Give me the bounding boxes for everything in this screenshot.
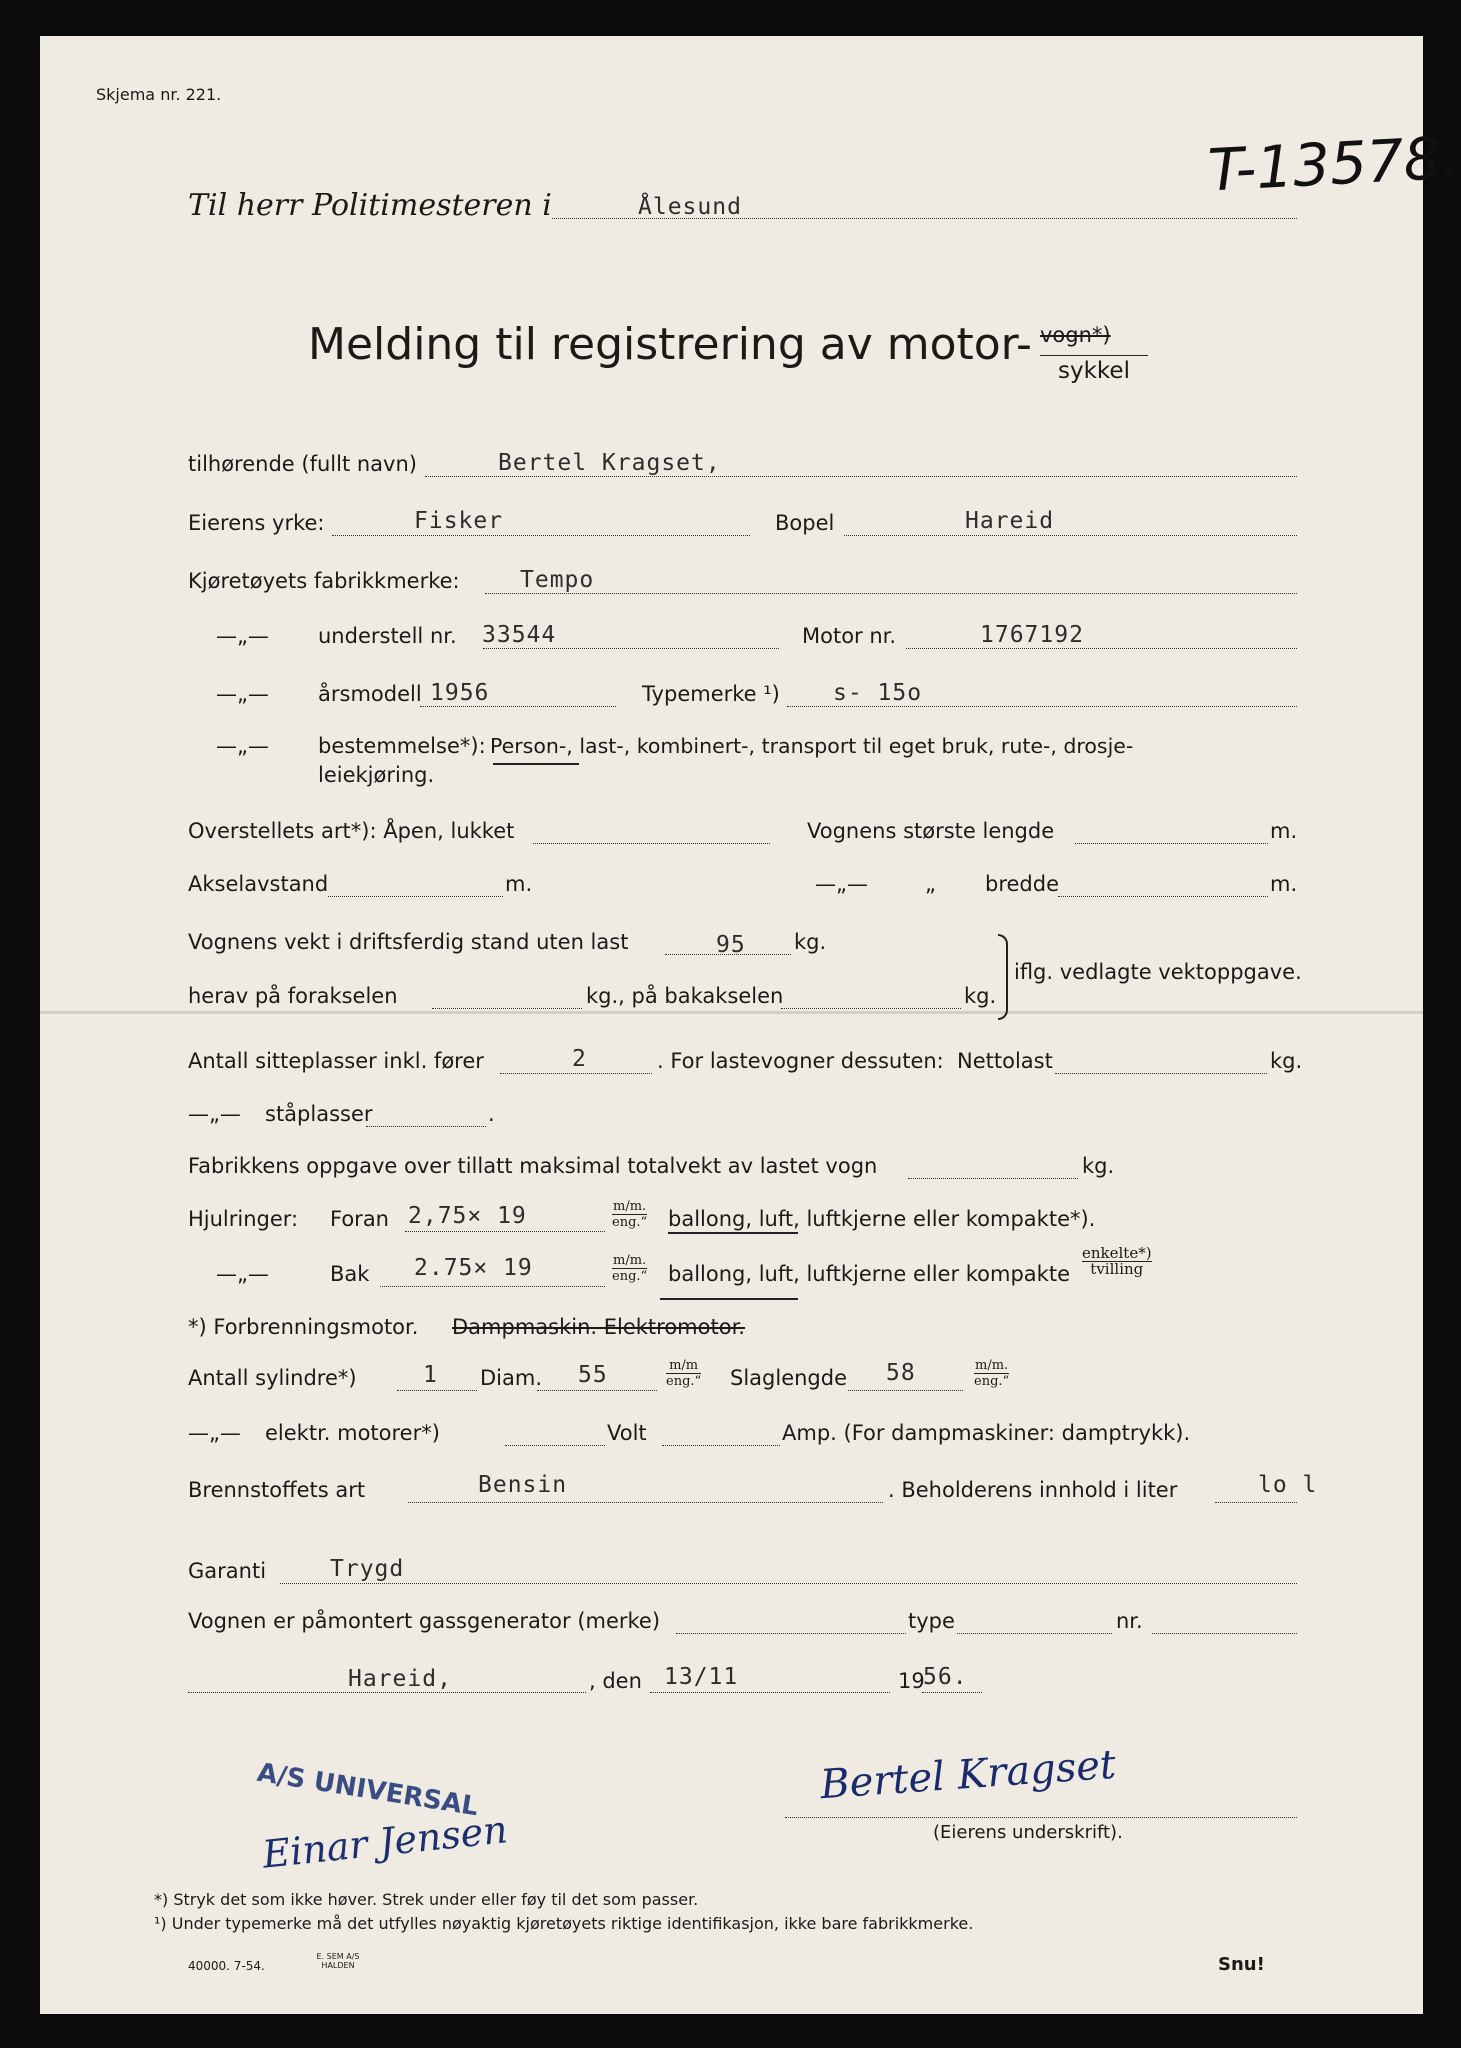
amp-label: Amp. (For dampmaskiner: damptrykk). — [782, 1421, 1191, 1445]
fuel-label: Brennstoffets art — [188, 1478, 366, 1502]
standing-period: . — [488, 1102, 495, 1126]
engine-type-struck: Dampmaskin. Elektromotor. — [452, 1315, 745, 1339]
dealer-stamp: A/S UNIVERSAL — [255, 1757, 481, 1823]
date-value: 13/11 — [664, 1664, 739, 1690]
max-weight-label: Fabrikkens oppgave over tillatt maksimal totalvekt av lastet vogn — [188, 1154, 878, 1178]
residence-value: Hareid — [965, 508, 1055, 534]
front-tire-value: 2,75× 19 — [408, 1203, 527, 1229]
owner-name-value: Bertel Kragset, — [498, 450, 721, 476]
rear-axle-label: kg., på bakakselen — [586, 984, 784, 1008]
model-year-value: 1956 — [430, 680, 490, 706]
length-unit: m. — [1270, 819, 1298, 843]
ditto-mark-7: —„— — [188, 1421, 241, 1445]
max-weight-unit: kg. — [1082, 1154, 1115, 1178]
purpose-options: Person-, last-, kombinert-, transport til eget bruk, rute-, drosje- — [490, 734, 1134, 758]
stroke-value: 58 — [886, 1360, 916, 1386]
owner-signature: Bertel Kragset — [818, 1741, 1118, 1809]
diameter-unit: m/m eng.“ — [666, 1358, 702, 1389]
type-mark-label: Typemerke ¹) — [642, 682, 780, 706]
fuel-value: Bensin — [478, 1472, 568, 1498]
gas-generator-label: Vognen er påmontert gassgenerator (merke) — [188, 1609, 661, 1633]
cylinders-label: Antall sylindre*) — [188, 1366, 357, 1390]
diameter-label: Diam. — [480, 1366, 543, 1390]
residence-label: Bopel — [775, 511, 835, 535]
date-label: , den — [589, 1669, 642, 1693]
ditto-mark-1: —„— — [216, 624, 269, 648]
year-prefix: 19 — [898, 1669, 925, 1693]
ditto-mark-5: —„— — [188, 1102, 241, 1126]
make-value: Tempo — [520, 567, 595, 593]
archive-number: T-13578. — [1206, 123, 1461, 205]
document-page — [40, 36, 1461, 2014]
engine-number-value: 1767192 — [980, 622, 1084, 648]
engine-number-label: Motor nr. — [802, 624, 897, 648]
weight-brace — [998, 934, 1008, 1020]
form-number: Skjema nr. 221. — [96, 85, 222, 104]
nr-label: nr. — [1116, 1609, 1143, 1633]
weight-value: 95 — [716, 932, 746, 958]
wheelbase-label: Akselavstand — [188, 872, 329, 896]
occupation-value: Fisker — [414, 508, 504, 534]
rear-tire-types: ballong, luft, luftkjerne eller kompakte — [668, 1262, 1070, 1286]
owner-name-label: tilhørende (fullt navn) — [188, 452, 417, 476]
ballong-underline — [668, 1232, 798, 1234]
length-label: Vognens største lengde — [807, 819, 1055, 843]
standing-label: ståplasser — [265, 1102, 373, 1126]
stroke-label: Slaglengde — [730, 1366, 848, 1390]
engine-type-label: *) Forbrenningsmotor. — [188, 1315, 419, 1339]
title-option-vogn: vogn*) — [1040, 323, 1111, 347]
rear-axle-unit: kg. — [964, 984, 997, 1008]
tank-label: . Beholderens innhold i liter — [888, 1478, 1178, 1502]
form-title: Melding til registrering av motor- — [308, 319, 1032, 370]
type-label: type — [908, 1609, 955, 1633]
owner-signature-line — [785, 1817, 1297, 1818]
seats-value: 2 — [572, 1046, 587, 1072]
width-label: bredde — [985, 872, 1060, 896]
owner-signature-caption: (Eierens underskrift). — [933, 1822, 1123, 1843]
chassis-label: understell nr. — [318, 624, 457, 648]
tank-value: lo l — [1258, 1472, 1318, 1498]
ditto-mark-3: —„— — [216, 734, 269, 758]
front-tire-types: ballong, luft, luftkjerne eller kompakte*). — [668, 1207, 1096, 1231]
police-district: Ålesund — [638, 194, 742, 220]
stroke-unit: m/m. eng.“ — [974, 1358, 1010, 1389]
front-axle-label: herav på forakselen — [188, 984, 398, 1008]
rear-tire-label: Bak — [330, 1262, 370, 1286]
fold-line — [40, 1011, 1423, 1014]
net-load-unit: kg. — [1270, 1049, 1303, 1073]
title-option-sykkel: sykkel — [1058, 358, 1130, 384]
ditto-quote: „ — [925, 872, 936, 896]
truck-label: . For lastevogner dessuten: — [657, 1049, 944, 1073]
diameter-value: 55 — [578, 1362, 608, 1388]
occupation-label: Eierens yrke: — [188, 511, 325, 535]
front-unit: m/m. eng.“ — [612, 1199, 648, 1230]
insurance-label: Garanti — [188, 1559, 267, 1583]
electric-motors-label: elektr. motorer*) — [265, 1421, 440, 1445]
purpose-options-cont: leiekjøring. — [318, 763, 435, 787]
printer-mark: E. SEM A/S HALDEN — [316, 1952, 360, 1970]
purpose-underline — [493, 763, 579, 765]
print-code: 40000. 7-54. — [188, 1959, 265, 1973]
year-value: 56. — [923, 1664, 968, 1690]
weight-label: Vognens vekt i driftsferdig stand uten last — [188, 930, 629, 954]
make-label: Kjøretøyets fabrikkmerke: — [188, 569, 460, 593]
weight-unit: kg. — [794, 930, 827, 954]
dealer-signature: Einar Jensen — [260, 1807, 510, 1877]
turn-over: Snu! — [1218, 1954, 1265, 1975]
insurance-value: Trygd — [330, 1556, 405, 1582]
weight-note: iflg. vedlagte vektoppgave. — [1014, 960, 1302, 984]
purpose-label: bestemmelse*): — [318, 734, 486, 758]
cylinders-value: 1 — [423, 1362, 438, 1388]
body-type-label: Overstellets art*): Åpen, lukket — [188, 819, 515, 843]
type-mark-value: s- 15o — [833, 680, 923, 706]
ditto-mark-4: —„— — [815, 872, 868, 896]
rear-tire-value: 2.75× 19 — [414, 1255, 533, 1281]
net-load-label: Nettolast — [957, 1049, 1053, 1073]
ditto-mark-6: —„— — [216, 1262, 269, 1286]
chassis-value: 33544 — [482, 622, 557, 648]
rear-underline — [660, 1298, 798, 1300]
front-tire-label: Foran — [330, 1207, 389, 1231]
ditto-mark-2: —„— — [216, 682, 269, 706]
place-value: Hareid, — [348, 1666, 452, 1692]
tires-label: Hjulringer: — [188, 1207, 299, 1231]
seats-label: Antall sitteplasser inkl. fører — [188, 1049, 484, 1073]
footnote-1: *) Stryk det som ikke høver. Strek under eller føy til det som passer. — [154, 1890, 699, 1909]
twin-options: enkelte*) tvilling — [1082, 1244, 1152, 1278]
rear-unit: m/m. eng.“ — [612, 1253, 648, 1284]
volt-label: Volt — [607, 1421, 647, 1445]
addressee-label: Til herr Politimesteren i — [188, 188, 552, 223]
width-unit: m. — [1270, 872, 1298, 896]
footnote-2: ¹) Under typemerke må det utfylles nøyaktig kjøretøyets riktige identifikasjon, ikke bare fabrikkmerke. — [154, 1914, 974, 1933]
model-year-label: årsmodell — [318, 682, 422, 706]
wheelbase-unit: m. — [505, 872, 533, 896]
